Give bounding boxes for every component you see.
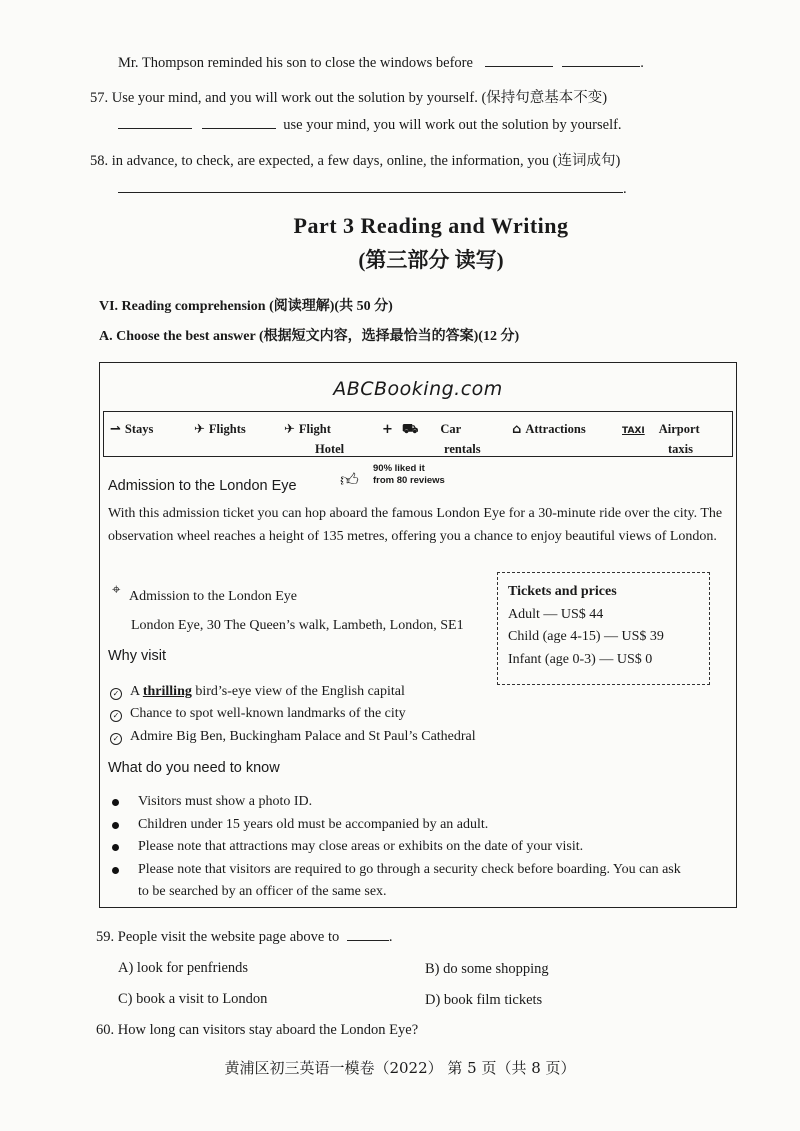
nav-label-2: Hotel	[315, 442, 345, 456]
part-title: Part 3 Reading and Writing	[293, 213, 569, 238]
thumbs-up-icon: 👍︎	[340, 470, 359, 490]
site-title: ABCBooking.com	[333, 378, 503, 400]
item-text: Chance to spot well-known landmarks of the city	[130, 706, 406, 721]
option-d[interactable]: D) book film tickets	[425, 992, 543, 1008]
q58-answer-line: .	[118, 181, 627, 198]
ticket-row: Infant (age 0-3) — US$ 0	[508, 651, 653, 667]
rating	[373, 463, 445, 487]
ticket-row: Child (age 4-15) — US$ 39	[508, 629, 664, 644]
nav-label-2: rentals	[444, 442, 481, 456]
stays-icon: ⇀	[110, 422, 121, 437]
nav-label: Flight	[298, 422, 331, 436]
nav-label: Flights	[208, 422, 246, 436]
nav-label: Stays	[124, 422, 154, 436]
nav-label-2: taxis	[668, 442, 693, 456]
nav-attractions[interactable]	[512, 418, 586, 441]
taxi-icon: TAXI	[622, 426, 645, 436]
q56-text: Mr. Thompson reminded his son to close the windows before	[118, 55, 473, 71]
address: London Eye, 30 The Queen’s walk, Lambeth, London, SE1	[131, 618, 464, 633]
flights-icon: ✈	[194, 422, 205, 437]
q57-prompt: 57. Use your mind, and you will work out the solution by yourself. (保持句意基本不变)	[90, 90, 608, 106]
section-subheading: A. Choose the best answer (根据短文内容，选择最恰当的答案)(12 分)	[99, 329, 520, 344]
list-item	[112, 814, 736, 837]
answer-blank[interactable]	[485, 65, 553, 67]
nav-flights[interactable]	[194, 418, 246, 441]
nav-flight-hotel[interactable]	[284, 418, 345, 456]
option-c[interactable]: C) book a visit to London	[118, 991, 268, 1007]
q57-answer-line	[118, 117, 622, 134]
item-text: Please note that attractions may close areas or exhibits on the date of your visit.	[138, 839, 584, 854]
nav-label: Airport	[658, 422, 700, 436]
list-item	[112, 791, 736, 814]
nav-stays[interactable]	[110, 418, 153, 441]
q59-text: 59. People visit the website page above to	[96, 929, 340, 945]
why-visit-item	[110, 703, 406, 726]
q58-prompt: 58. in advance, to check, are expected, a few days, online, the information, you (连词成句)	[90, 153, 621, 169]
q59-stem: 59. People visit the website page above to .	[96, 929, 393, 945]
tickets-title: Tickets and prices	[508, 584, 617, 599]
answer-blank[interactable]	[118, 127, 192, 129]
tickets-box	[497, 572, 710, 685]
car-icon: + ⛟	[382, 422, 419, 437]
booking-ad	[99, 362, 737, 908]
emphasized-word: thrilling	[142, 684, 192, 699]
ad-heading: Admission to the London Eye	[108, 478, 297, 494]
item-text: Visitors must show a photo ID.	[138, 794, 313, 809]
ticket-row: Adult — US$ 44	[508, 606, 604, 622]
rating-line2: from 80 reviews	[373, 475, 445, 486]
item-text: Children under 15 years old must be accompanied by an adult.	[138, 816, 489, 832]
bullet	[112, 799, 119, 806]
nav-label: Attractions	[525, 422, 586, 436]
flight-hotel-icon: ✈	[284, 422, 295, 437]
check-circle-icon: ✓	[110, 733, 122, 745]
bullet	[112, 867, 119, 874]
item-text: Please note that visitors are required to go through a security check before boarding. You can ask	[138, 861, 681, 877]
nav-label: Car	[440, 422, 462, 436]
check-circle-icon: ✓	[110, 710, 122, 722]
option-a[interactable]: A) look for penfriends	[118, 960, 249, 976]
why-visit-item	[110, 681, 405, 704]
attractions-icon: ⌂	[512, 422, 522, 437]
location-pin-icon: ⌖	[112, 582, 121, 598]
part-subtitle: (第三部分 读写)	[358, 248, 504, 272]
section-heading: VI. Reading comprehension (阅读理解)(共 50 分)	[99, 299, 393, 314]
nav-airport-taxis[interactable]	[622, 418, 700, 456]
answer-blank[interactable]	[202, 127, 276, 129]
answer-blank[interactable]	[347, 939, 389, 941]
item-text: Admire Big Ben, Buckingham Palace and St Paul’s Cathedral	[130, 729, 476, 744]
answer-blank[interactable]	[118, 191, 623, 193]
rating-line1: 90% liked it	[373, 463, 425, 474]
need-to-know-heading: What do you need to know	[108, 760, 280, 776]
q57-tail: use your mind, you will work out the solution by yourself.	[283, 117, 622, 133]
nav-bar	[103, 411, 733, 457]
item-text: to be searched by an officer of the same sex.	[138, 884, 387, 899]
why-visit-heading: Why visit	[108, 648, 166, 664]
q56-line: Mr. Thompson reminded his son to close the windows before .	[118, 55, 644, 71]
bullet	[112, 844, 119, 851]
option-b[interactable]: B) do some shopping	[425, 961, 549, 977]
ad-intro: With this admission ticket you can hop aboard the famous London Eye for a 30-minute ride over the city. The observation wheel reaches a height of 135 metres, offering you a chance to enjoy beautiful views of London.	[108, 506, 723, 544]
q60-stem: 60. How long can visitors stay aboard the London Eye?	[96, 1022, 419, 1038]
page-footer: 黄浦区初三英语一模卷（2022） 第 5 页（共 8 页）	[224, 1059, 576, 1077]
why-visit-item	[110, 726, 476, 749]
bullet	[112, 822, 119, 829]
nav-car-rentals[interactable]	[382, 418, 481, 456]
location-name: Admission to the London Eye	[129, 589, 297, 604]
list-item	[112, 836, 736, 859]
need-to-know-list	[112, 791, 736, 904]
item-text: A	[130, 684, 143, 699]
check-circle-icon: ✓	[110, 688, 122, 700]
list-item-continuation	[112, 881, 736, 904]
answer-blank[interactable]	[562, 65, 640, 67]
list-item	[112, 859, 736, 882]
item-text: bird’s-eye view of the English capital	[191, 684, 405, 699]
